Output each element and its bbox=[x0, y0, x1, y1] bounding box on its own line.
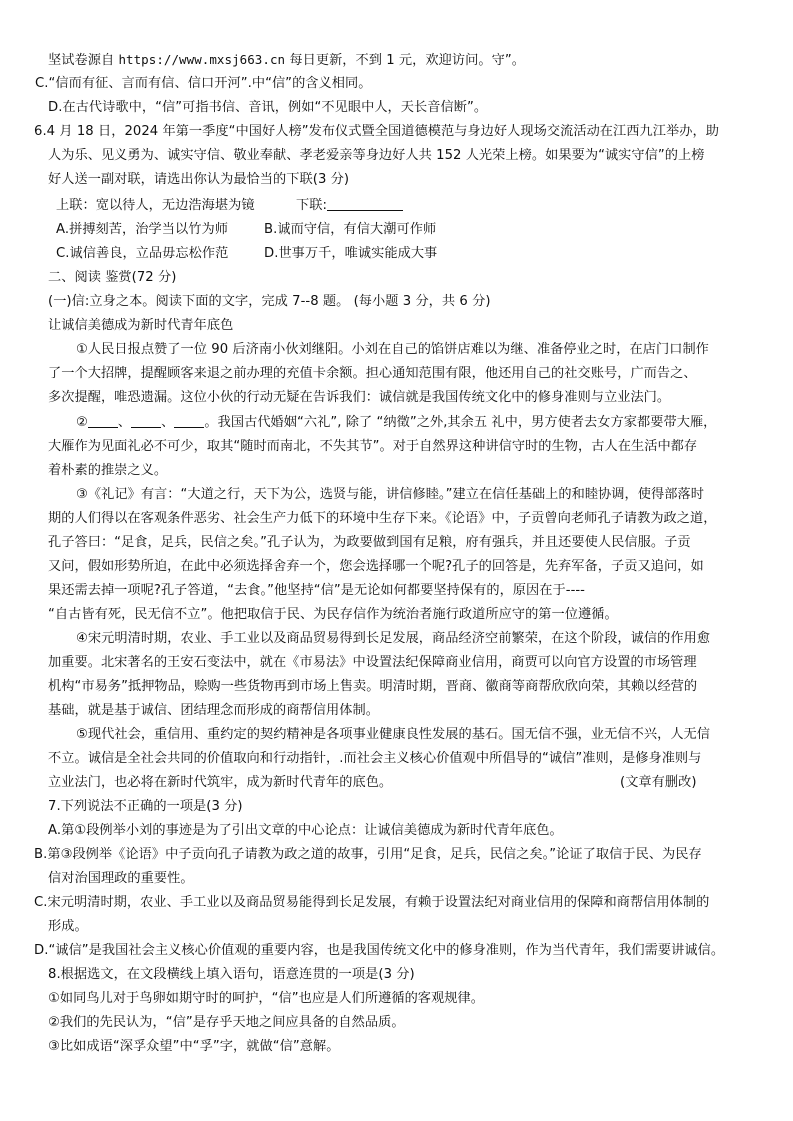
paragraph-1-line: ①人民日报点赞了一位 90 后济南小伙刘继阳。小刘在自己的馅饼店难以为继、准备停业之时，在店门口制作 bbox=[76, 342, 709, 357]
question-6-line-2: 人为乐、见义勇为、诚实守信、敬业奉献、孝老爱亲等身边好人共 152 人光荣上榜。如果要为“诚实守信”的上榜 bbox=[48, 148, 705, 163]
option-d: D.世事万千，唯诚实能成大事 bbox=[264, 246, 438, 261]
paragraph-4-line: 机构“市易务”抵押物品，赊购一些货物再到市场上售卖。明清时期，晋商、徽商等商帮欣欣向荣，其赖以经营的 bbox=[48, 679, 698, 694]
paragraph-2-text: 。我国古代婚姻“六礼”, 除了 “纳徵”之外,其余五 礼中，男方使者去女方家都要带大雁， bbox=[204, 415, 717, 430]
option-c-line: C.“信而有征、言而有信、信口开河”.中“信”的含义相同。 bbox=[35, 76, 372, 91]
paragraph-3-line: ③《礼记》有言：“大道之行，天下为公，选贤与能，讲信修睦。”建立在信任基础上的和睦协调，使得部落时 bbox=[76, 487, 704, 502]
answer-blank bbox=[327, 197, 403, 211]
fill-blank-3 bbox=[174, 414, 204, 428]
paragraph-1-line: 多次提醒，唯恐遗漏。这位小伙的行动无疑在告诉我们：诚信就是我国传统文化中的修身准则与立业法门。 bbox=[48, 390, 671, 405]
reading-instructions: (一)信:立身之本。阅读下面的文字，完成 7--8 题。 (每小题 3 分，共 6 分) bbox=[48, 294, 491, 309]
fill-blank-1 bbox=[88, 414, 118, 428]
text-line bbox=[48, 51, 525, 70]
question-8-statement-3: ③比如成语“深孚众望”中“孚”字，就做“信”意解。 bbox=[48, 1039, 340, 1054]
paragraph-4-line: ④宋元明清时期，农业、手工业以及商品贸易得到长足发展，商品经济空前繁荣，在这个阶段，诚信的作用愈 bbox=[76, 631, 711, 646]
source-note: (文章有删改) bbox=[620, 775, 697, 790]
paragraph-4-line: 加重要。北宋著名的王安石变法中，就在《市易法》中设置法纪保障商业信用，商贾可以向官方设置的市场管理 bbox=[48, 655, 697, 670]
question-8-statement-1: ①如同鸟儿对于鸟卵如期守时的呵护，“信”也应是人们所遵循的客观规律。 bbox=[48, 991, 484, 1006]
option-b: B.诚而守信，有信大潮可作师 bbox=[264, 222, 437, 237]
couplet-second-label: 下联: bbox=[296, 198, 327, 213]
option-c: C.诚信善良，立品毋忘松作范 bbox=[56, 246, 229, 261]
question-8-statement-2: ②我们的先民认为，“信”是存乎天地之间应具备的自然品质。 bbox=[48, 1015, 405, 1030]
question-7-option-d: D.“诚信”是我国社会主义核心价值观的重要内容，也是我国传统文化中的修身准则，作为当代青年，我们需要讲诚信。 bbox=[34, 943, 725, 958]
question-7-option-a: A.第①段例举小刘的事迹是为了引出文章的中心论点：让诚信美德成为新时代青年底色。 bbox=[48, 823, 563, 838]
couplet-second-line bbox=[296, 197, 403, 215]
paragraph-3-line: “自古皆有死，民无信不立”。他把取信于民、为民存信作为统治者施行政道所应守的第一位遵循。 bbox=[48, 607, 618, 622]
section-heading: 二、阅读 鉴赏(72 分) bbox=[48, 270, 177, 285]
paragraph-5-line: ⑤现代社会，重信用、重约定的契约精神是各项事业健康良性发展的基石。国无信不强，业无信不兴，人无信 bbox=[76, 727, 711, 742]
paragraph-5-line: 立业法门，也必将在新时代筑牢，成为新时代青年的底色。 bbox=[48, 775, 393, 790]
paragraph-2-number: ② bbox=[76, 415, 88, 430]
paragraph-3-line: 又问，假如形势所迫，在此中必须选择舍弃一个，您会选择哪一个呢?孔子的回答是，先弃军备，子贡又追问，如 bbox=[48, 559, 704, 574]
question-6-line-3: 好人送一副对联，请选出你认为最恰当的下联(3 分) bbox=[48, 172, 350, 187]
paragraph-3-line: 果还需去掉一项呢?孔子答道，“去食。”他坚持“信”是无论如何都要坚持保有的，原因在于---- bbox=[48, 583, 585, 598]
option-a: A.拼搏刻苦，治学当以竹为师 bbox=[56, 222, 228, 237]
paragraph-2-line: ② 、 、 。我国古代婚姻“六礼”, 除了 “纳徵”之外,其余五 礼中，男方使者去女方家都要带大雁， bbox=[76, 415, 717, 430]
source-url-link[interactable]: https://www.mxsj663.cn bbox=[118, 52, 286, 67]
fill-blank-2 bbox=[131, 414, 161, 428]
paragraph-5-line: 不立。诚信是全社会共同的价值取向和行动指针，.而社会主义核心价值观中所倡导的“诚信”准则，是修身准则与 bbox=[48, 751, 702, 766]
source-suffix: 每日更新，不到 1 元，欢迎访问。守”。 bbox=[285, 53, 525, 68]
paragraph-3-line: 孔子答曰：“足食，足兵，民信之矣。”孔子认为，为政要做到国有足粮，府有强兵，并且还要使人民信服。子贡 bbox=[48, 535, 691, 550]
paragraph-2-line: 大雁作为见面礼必不可少，取其“随时而南北，不失其节”。对于自然界这种讲信守时的生物，古人在生活中都存 bbox=[48, 439, 698, 454]
paragraph-2-line: 着朴素的推崇之义。 bbox=[48, 463, 168, 478]
article-title: 让诚信美德成为新时代青年底色 bbox=[48, 318, 234, 333]
question-7-option-b: B.第③段例举《论语》中子贡向孔子请教为政之道的故事，引用“足食，足兵，民信之矣。”论证了取信于民、为民存 bbox=[34, 847, 702, 862]
question-7-option-b-cont: 信对治国理政的重要性。 bbox=[48, 871, 194, 886]
paragraph-1-line: 了一个大招牌，提醒顾客来退之前办理的充值卡余额。担心通知范围有限，他还用自己的社交账号，广而告之、 bbox=[48, 366, 697, 381]
question-7-option-c-cont: 形成。 bbox=[48, 919, 88, 934]
paragraph-3-line: 期的人们得以在客观条件恶劣、社会生产力低下的环境中生存下来。《论语》中，子贡曾向老师孔子请教为政之道， bbox=[48, 511, 717, 526]
question-7-option-c: C.宋元明清时期，农业、手工业以及商品贸易能得到长足发展，有赖于设置法纪对商业信用的保障和商帮信用体制的 bbox=[34, 895, 710, 910]
question-6-line-1: 6.4 月 18 日，2024 年第一季度“中国好人榜”发布仪式暨全国道德模范与身边好人现场交流活动在江西九江举办，助 bbox=[34, 124, 719, 139]
question-8-stem: 8.根据选文，在文段横线上填入语句，语意连贯的一项是(3 分) bbox=[48, 967, 415, 982]
paragraph-4-line: 基础，就是基于诚信、团结理念而形成的商帮信用体制。 bbox=[48, 703, 379, 718]
question-7-stem: 7.下列说法不正确的一项是(3 分) bbox=[48, 799, 243, 814]
option-d-line: D.在古代诗歌中，“信”可指书信、音讯，例如“不见眼中人，天长音信断”。 bbox=[48, 100, 488, 115]
couplet-first-line: 上联：宽以待人，无边浩海堪为镜 bbox=[56, 198, 255, 213]
source-prefix: 坚试卷源自 bbox=[48, 53, 119, 68]
